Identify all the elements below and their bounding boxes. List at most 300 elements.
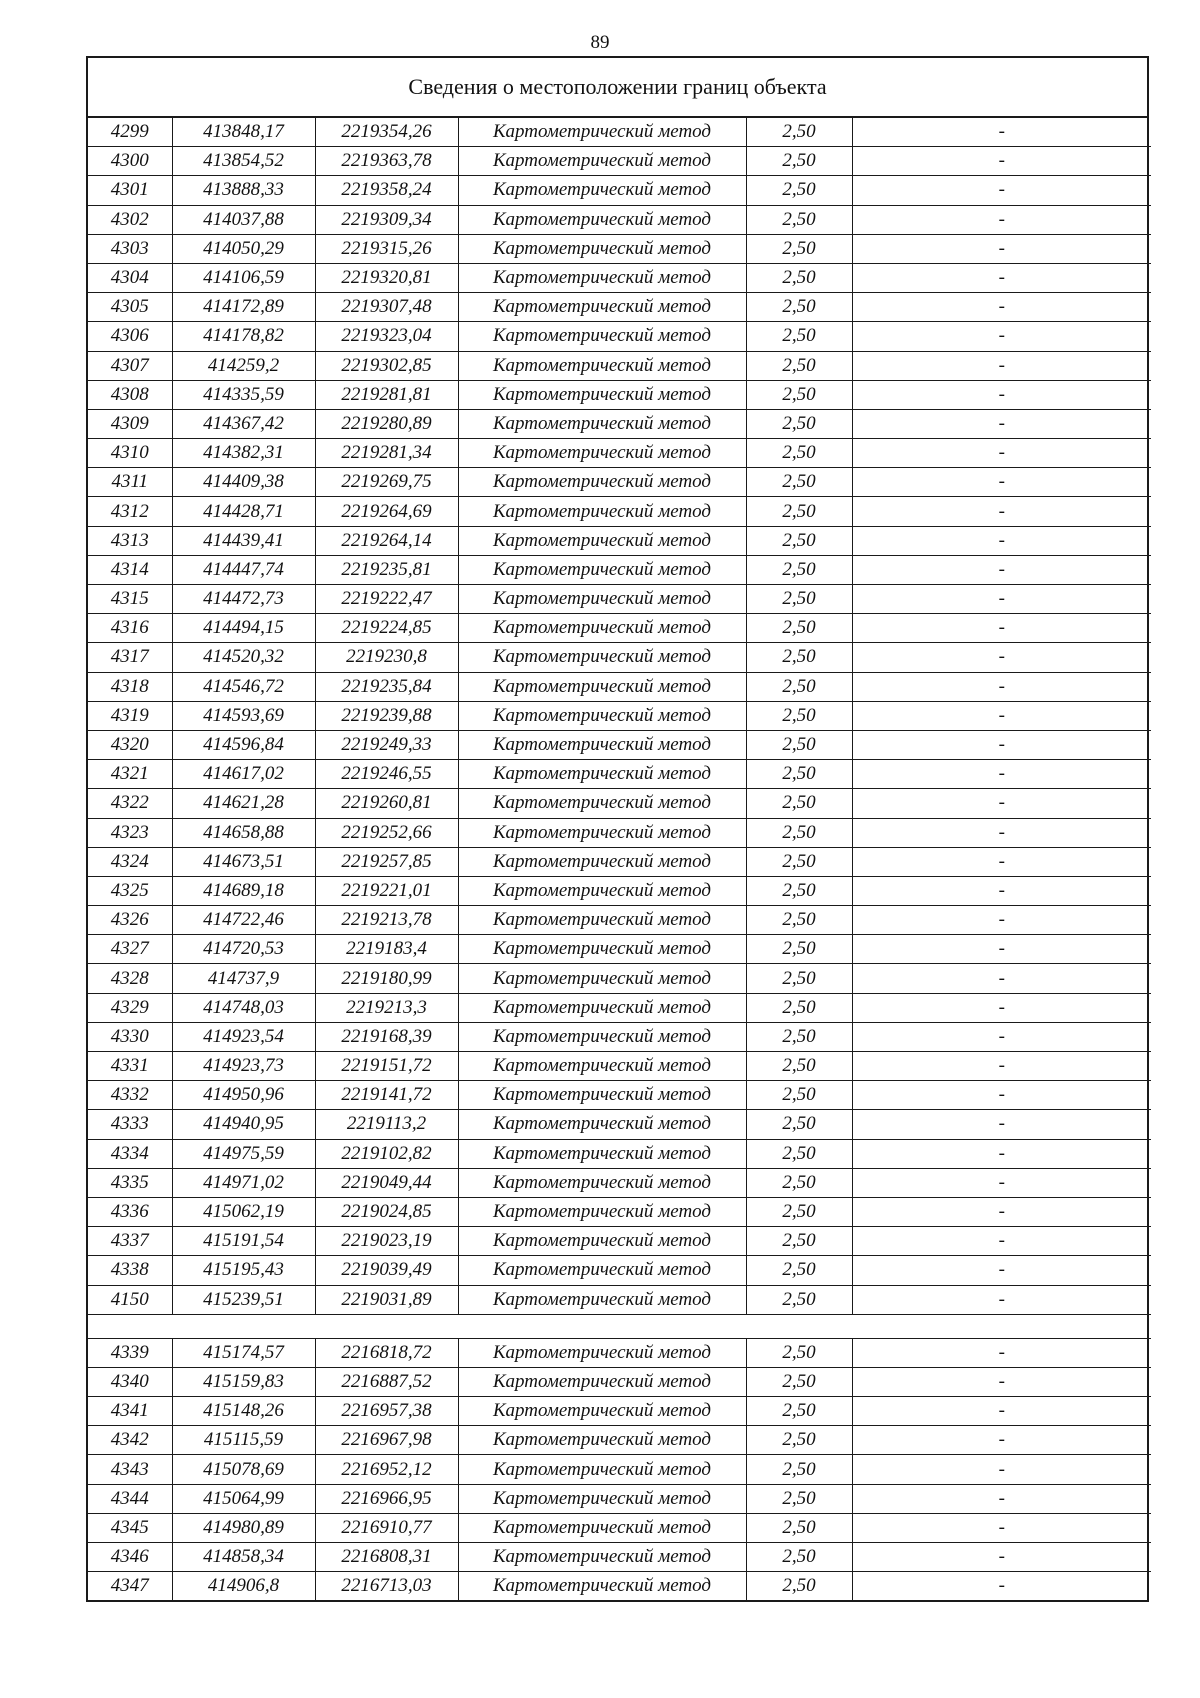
accuracy-cell: 2,50 [746, 847, 852, 876]
accuracy-cell: 2,50 [746, 1081, 852, 1110]
description-cell: - [852, 1285, 1151, 1314]
y-coordinate-cell: 2219151,72 [315, 1052, 458, 1081]
method-cell: Картометрический метод [458, 1168, 746, 1197]
method-cell: Картометрический метод [458, 701, 746, 730]
point-number-cell: 4307 [88, 351, 172, 380]
description-cell: - [852, 847, 1151, 876]
method-cell: Картометрический метод [458, 1572, 746, 1601]
table-row [88, 672, 1151, 701]
description-cell: - [852, 730, 1151, 759]
x-coordinate-cell: 414975,59 [172, 1139, 315, 1168]
method-cell: Картометрический метод [458, 526, 746, 555]
y-coordinate-cell: 2219281,34 [315, 439, 458, 468]
y-coordinate-cell: 2219307,48 [315, 293, 458, 322]
point-number-cell: 4318 [88, 672, 172, 701]
accuracy-cell: 2,50 [746, 409, 852, 438]
accuracy-cell: 2,50 [746, 497, 852, 526]
point-number-cell: 4343 [88, 1455, 172, 1484]
accuracy-cell: 2,50 [746, 322, 852, 351]
method-cell: Картометрический метод [458, 789, 746, 818]
y-coordinate-cell: 2219281,81 [315, 380, 458, 409]
x-coordinate-cell: 414737,9 [172, 964, 315, 993]
point-number-cell: 4301 [88, 176, 172, 205]
point-number-cell: 4314 [88, 555, 172, 584]
method-cell: Картометрический метод [458, 935, 746, 964]
point-number-cell: 4332 [88, 1081, 172, 1110]
y-coordinate-cell: 2219102,82 [315, 1139, 458, 1168]
y-coordinate-cell: 2219180,99 [315, 964, 458, 993]
table-row [88, 818, 1151, 847]
table-row [88, 585, 1151, 614]
y-coordinate-cell: 2216966,95 [315, 1484, 458, 1513]
description-cell: - [852, 147, 1151, 176]
method-cell: Картометрический метод [458, 1052, 746, 1081]
description-cell: - [852, 1168, 1151, 1197]
y-coordinate-cell: 2219230,8 [315, 643, 458, 672]
description-cell: - [852, 322, 1151, 351]
accuracy-cell: 2,50 [746, 234, 852, 263]
table-row [88, 701, 1151, 730]
accuracy-cell: 2,50 [746, 380, 852, 409]
accuracy-cell: 2,50 [746, 1513, 852, 1542]
accuracy-cell: 2,50 [746, 1022, 852, 1051]
description-cell: - [852, 293, 1151, 322]
accuracy-cell: 2,50 [746, 585, 852, 614]
description-cell: - [852, 935, 1151, 964]
method-cell: Картометрический метод [458, 351, 746, 380]
x-coordinate-cell: 415062,19 [172, 1197, 315, 1226]
table-row [88, 1367, 1151, 1396]
x-coordinate-cell: 414858,34 [172, 1543, 315, 1572]
point-number-cell: 4322 [88, 789, 172, 818]
table-row [88, 1455, 1151, 1484]
accuracy-cell: 2,50 [746, 964, 852, 993]
description-cell: - [852, 234, 1151, 263]
point-number-cell: 4347 [88, 1572, 172, 1601]
description-cell: - [852, 380, 1151, 409]
accuracy-cell: 2,50 [746, 789, 852, 818]
y-coordinate-cell: 2219031,89 [315, 1285, 458, 1314]
point-number-cell: 4346 [88, 1543, 172, 1572]
table-row [88, 526, 1151, 555]
description-cell: - [852, 964, 1151, 993]
point-number-cell: 4315 [88, 585, 172, 614]
method-cell: Картометрический метод [458, 1455, 746, 1484]
y-coordinate-cell: 2219280,89 [315, 409, 458, 438]
y-coordinate-cell: 2219235,84 [315, 672, 458, 701]
coordinates-table-body [88, 118, 1151, 1600]
y-coordinate-cell: 2219269,75 [315, 468, 458, 497]
table-row [88, 1022, 1151, 1051]
table-row [88, 1543, 1151, 1572]
description-cell: - [852, 906, 1151, 935]
description-cell: - [852, 439, 1151, 468]
table-title: Сведения о местоположении границ объекта [88, 58, 1147, 118]
accuracy-cell: 2,50 [746, 205, 852, 234]
description-cell: - [852, 351, 1151, 380]
y-coordinate-cell: 2219183,4 [315, 935, 458, 964]
x-coordinate-cell: 414923,54 [172, 1022, 315, 1051]
description-cell: - [852, 176, 1151, 205]
table-row [88, 993, 1151, 1022]
description-cell: - [852, 1513, 1151, 1542]
table-row [88, 1139, 1151, 1168]
table-row [88, 555, 1151, 584]
x-coordinate-cell: 414494,15 [172, 614, 315, 643]
x-coordinate-cell: 415115,59 [172, 1426, 315, 1455]
point-number-cell: 4339 [88, 1338, 172, 1367]
accuracy-cell: 2,50 [746, 1367, 852, 1396]
y-coordinate-cell: 2219222,47 [315, 585, 458, 614]
table-row [88, 643, 1151, 672]
method-cell: Картометрический метод [458, 409, 746, 438]
description-cell: - [852, 585, 1151, 614]
point-number-cell: 4331 [88, 1052, 172, 1081]
method-cell: Картометрический метод [458, 322, 746, 351]
table-row [88, 1484, 1151, 1513]
description-cell: - [852, 1110, 1151, 1139]
method-cell: Картометрический метод [458, 293, 746, 322]
accuracy-cell: 2,50 [746, 935, 852, 964]
description-cell: - [852, 526, 1151, 555]
x-coordinate-cell: 414722,46 [172, 906, 315, 935]
method-cell: Картометрический метод [458, 1367, 746, 1396]
y-coordinate-cell: 2219252,66 [315, 818, 458, 847]
y-coordinate-cell: 2219320,81 [315, 263, 458, 292]
x-coordinate-cell: 415159,83 [172, 1367, 315, 1396]
point-number-cell: 4306 [88, 322, 172, 351]
description-cell: - [852, 1367, 1151, 1396]
x-coordinate-cell: 414447,74 [172, 555, 315, 584]
point-number-cell: 4303 [88, 234, 172, 263]
accuracy-cell: 2,50 [746, 614, 852, 643]
x-coordinate-cell: 414748,03 [172, 993, 315, 1022]
table-row [88, 351, 1151, 380]
point-number-cell: 4329 [88, 993, 172, 1022]
description-cell: - [852, 555, 1151, 584]
description-cell: - [852, 818, 1151, 847]
x-coordinate-cell: 414037,88 [172, 205, 315, 234]
accuracy-cell: 2,50 [746, 1455, 852, 1484]
accuracy-cell: 2,50 [746, 526, 852, 555]
y-coordinate-cell: 2219309,34 [315, 205, 458, 234]
accuracy-cell: 2,50 [746, 1338, 852, 1367]
point-number-cell: 4300 [88, 147, 172, 176]
point-number-cell: 4327 [88, 935, 172, 964]
x-coordinate-cell: 414367,42 [172, 409, 315, 438]
accuracy-cell: 2,50 [746, 1572, 852, 1601]
method-cell: Картометрический метод [458, 993, 746, 1022]
x-coordinate-cell: 415239,51 [172, 1285, 315, 1314]
table-row [88, 497, 1151, 526]
method-cell: Картометрический метод [458, 439, 746, 468]
point-number-cell: 4324 [88, 847, 172, 876]
method-cell: Картометрический метод [458, 760, 746, 789]
description-cell: - [852, 1426, 1151, 1455]
accuracy-cell: 2,50 [746, 730, 852, 759]
y-coordinate-cell: 2219315,26 [315, 234, 458, 263]
point-number-cell: 4321 [88, 760, 172, 789]
method-cell: Картометрический метод [458, 118, 746, 147]
x-coordinate-cell: 414050,29 [172, 234, 315, 263]
x-coordinate-cell: 413854,52 [172, 147, 315, 176]
description-cell: - [852, 1139, 1151, 1168]
description-cell: - [852, 1081, 1151, 1110]
method-cell: Картометрический метод [458, 205, 746, 234]
table-row [88, 409, 1151, 438]
x-coordinate-cell: 414658,88 [172, 818, 315, 847]
x-coordinate-cell: 414259,2 [172, 351, 315, 380]
method-cell: Картометрический метод [458, 1197, 746, 1226]
table-row [88, 1227, 1151, 1256]
x-coordinate-cell: 415195,43 [172, 1256, 315, 1285]
point-number-cell: 4320 [88, 730, 172, 759]
accuracy-cell: 2,50 [746, 993, 852, 1022]
table-row [88, 1052, 1151, 1081]
description-cell: - [852, 701, 1151, 730]
y-coordinate-cell: 2219213,78 [315, 906, 458, 935]
x-coordinate-cell: 414546,72 [172, 672, 315, 701]
accuracy-cell: 2,50 [746, 876, 852, 905]
accuracy-cell: 2,50 [746, 1168, 852, 1197]
point-number-cell: 4328 [88, 964, 172, 993]
description-cell: - [852, 1397, 1151, 1426]
table-row [88, 118, 1151, 147]
point-number-cell: 4304 [88, 263, 172, 292]
accuracy-cell: 2,50 [746, 1052, 852, 1081]
point-number-cell: 4319 [88, 701, 172, 730]
method-cell: Картометрический метод [458, 1022, 746, 1051]
accuracy-cell: 2,50 [746, 263, 852, 292]
table-row [88, 1338, 1151, 1367]
y-coordinate-cell: 2219024,85 [315, 1197, 458, 1226]
y-coordinate-cell: 2216957,38 [315, 1397, 458, 1426]
y-coordinate-cell: 2216967,98 [315, 1426, 458, 1455]
coordinates-table [88, 118, 1151, 1600]
accuracy-cell: 2,50 [746, 1484, 852, 1513]
table-row [88, 1285, 1151, 1314]
x-coordinate-cell: 414617,02 [172, 760, 315, 789]
y-coordinate-cell: 2219039,49 [315, 1256, 458, 1285]
x-coordinate-cell: 415078,69 [172, 1455, 315, 1484]
x-coordinate-cell: 415174,57 [172, 1338, 315, 1367]
y-coordinate-cell: 2216713,03 [315, 1572, 458, 1601]
table-row [88, 760, 1151, 789]
accuracy-cell: 2,50 [746, 760, 852, 789]
method-cell: Картометрический метод [458, 1426, 746, 1455]
x-coordinate-cell: 414940,95 [172, 1110, 315, 1139]
point-number-cell: 4325 [88, 876, 172, 905]
method-cell: Картометрический метод [458, 818, 746, 847]
description-cell: - [852, 1338, 1151, 1367]
x-coordinate-cell: 414673,51 [172, 847, 315, 876]
x-coordinate-cell: 413848,17 [172, 118, 315, 147]
y-coordinate-cell: 2219049,44 [315, 1168, 458, 1197]
x-coordinate-cell: 414335,59 [172, 380, 315, 409]
x-coordinate-cell: 414720,53 [172, 935, 315, 964]
table-row [88, 147, 1151, 176]
accuracy-cell: 2,50 [746, 701, 852, 730]
description-cell: - [852, 1227, 1151, 1256]
point-number-cell: 4323 [88, 818, 172, 847]
table-row [88, 1168, 1151, 1197]
table-row [88, 234, 1151, 263]
x-coordinate-cell: 414178,82 [172, 322, 315, 351]
method-cell: Картометрический метод [458, 1397, 746, 1426]
accuracy-cell: 2,50 [746, 1285, 852, 1314]
accuracy-cell: 2,50 [746, 906, 852, 935]
method-cell: Картометрический метод [458, 847, 746, 876]
point-number-cell: 4335 [88, 1168, 172, 1197]
method-cell: Картометрический метод [458, 176, 746, 205]
table-row [88, 468, 1151, 497]
method-cell: Картометрический метод [458, 468, 746, 497]
method-cell: Картометрический метод [458, 730, 746, 759]
x-coordinate-cell: 414382,31 [172, 439, 315, 468]
method-cell: Картометрический метод [458, 147, 746, 176]
method-cell: Картометрический метод [458, 1513, 746, 1542]
description-cell: - [852, 1572, 1151, 1601]
point-number-cell: 4313 [88, 526, 172, 555]
x-coordinate-cell: 414689,18 [172, 876, 315, 905]
page-number: 89 [590, 32, 610, 53]
point-number-cell: 4330 [88, 1022, 172, 1051]
point-number-cell: 4333 [88, 1110, 172, 1139]
y-coordinate-cell: 2219260,81 [315, 789, 458, 818]
table-row [88, 906, 1151, 935]
point-number-cell: 4316 [88, 614, 172, 643]
description-cell: - [852, 760, 1151, 789]
method-cell: Картометрический метод [458, 876, 746, 905]
table-row [88, 1572, 1151, 1601]
point-number-cell: 4341 [88, 1397, 172, 1426]
y-coordinate-cell: 2219239,88 [315, 701, 458, 730]
x-coordinate-cell: 414520,32 [172, 643, 315, 672]
y-coordinate-cell: 2216818,72 [315, 1338, 458, 1367]
accuracy-cell: 2,50 [746, 1426, 852, 1455]
description-cell: - [852, 468, 1151, 497]
accuracy-cell: 2,50 [746, 176, 852, 205]
accuracy-cell: 2,50 [746, 293, 852, 322]
y-coordinate-cell: 2219235,81 [315, 555, 458, 584]
x-coordinate-cell: 415191,54 [172, 1227, 315, 1256]
accuracy-cell: 2,50 [746, 555, 852, 584]
method-cell: Картометрический метод [458, 1110, 746, 1139]
method-cell: Картометрический метод [458, 1543, 746, 1572]
description-cell: - [852, 643, 1151, 672]
table-row [88, 614, 1151, 643]
description-cell: - [852, 1543, 1151, 1572]
method-cell: Картометрический метод [458, 614, 746, 643]
point-number-cell: 4317 [88, 643, 172, 672]
y-coordinate-cell: 2219257,85 [315, 847, 458, 876]
accuracy-cell: 2,50 [746, 351, 852, 380]
y-coordinate-cell: 2216887,52 [315, 1367, 458, 1396]
accuracy-cell: 2,50 [746, 1543, 852, 1572]
point-number-cell: 4150 [88, 1285, 172, 1314]
accuracy-cell: 2,50 [746, 643, 852, 672]
description-cell: - [852, 1256, 1151, 1285]
y-coordinate-cell: 2219264,14 [315, 526, 458, 555]
point-number-cell: 4310 [88, 439, 172, 468]
method-cell: Картометрический метод [458, 906, 746, 935]
x-coordinate-cell: 414596,84 [172, 730, 315, 759]
method-cell: Картометрический метод [458, 1256, 746, 1285]
accuracy-cell: 2,50 [746, 147, 852, 176]
y-coordinate-cell: 2219323,04 [315, 322, 458, 351]
y-coordinate-cell: 2219358,24 [315, 176, 458, 205]
accuracy-cell: 2,50 [746, 118, 852, 147]
y-coordinate-cell: 2219213,3 [315, 993, 458, 1022]
boundary-table-sheet [86, 56, 1149, 1602]
accuracy-cell: 2,50 [746, 818, 852, 847]
x-coordinate-cell: 413888,33 [172, 176, 315, 205]
point-number-cell: 4312 [88, 497, 172, 526]
point-number-cell: 4326 [88, 906, 172, 935]
point-number-cell: 4305 [88, 293, 172, 322]
point-number-cell: 4308 [88, 380, 172, 409]
accuracy-cell: 2,50 [746, 468, 852, 497]
table-row [88, 876, 1151, 905]
point-number-cell: 4344 [88, 1484, 172, 1513]
x-coordinate-cell: 414971,02 [172, 1168, 315, 1197]
method-cell: Картометрический метод [458, 234, 746, 263]
point-number-cell: 4309 [88, 409, 172, 438]
table-row [88, 322, 1151, 351]
accuracy-cell: 2,50 [746, 672, 852, 701]
table-row [88, 176, 1151, 205]
table-row [88, 293, 1151, 322]
table-row [88, 964, 1151, 993]
y-coordinate-cell: 2219224,85 [315, 614, 458, 643]
table-row [88, 439, 1151, 468]
y-coordinate-cell: 2219354,26 [315, 118, 458, 147]
y-coordinate-cell: 2219264,69 [315, 497, 458, 526]
description-cell: - [852, 993, 1151, 1022]
accuracy-cell: 2,50 [746, 1397, 852, 1426]
x-coordinate-cell: 415148,26 [172, 1397, 315, 1426]
table-row [88, 847, 1151, 876]
description-cell: - [852, 1197, 1151, 1226]
method-cell: Картометрический метод [458, 672, 746, 701]
method-cell: Картометрический метод [458, 1081, 746, 1110]
table-row [88, 1256, 1151, 1285]
point-number-cell: 4311 [88, 468, 172, 497]
y-coordinate-cell: 2216952,12 [315, 1455, 458, 1484]
description-cell: - [852, 1455, 1151, 1484]
method-cell: Картометрический метод [458, 263, 746, 292]
point-number-cell: 4334 [88, 1139, 172, 1168]
table-row [88, 1397, 1151, 1426]
description-cell: - [852, 497, 1151, 526]
method-cell: Картометрический метод [458, 964, 746, 993]
y-coordinate-cell: 2219141,72 [315, 1081, 458, 1110]
description-cell: - [852, 118, 1151, 147]
y-coordinate-cell: 2219113,2 [315, 1110, 458, 1139]
y-coordinate-cell: 2219023,19 [315, 1227, 458, 1256]
description-cell: - [852, 789, 1151, 818]
table-row [88, 380, 1151, 409]
method-cell: Картометрический метод [458, 1227, 746, 1256]
point-number-cell: 4345 [88, 1513, 172, 1542]
description-cell: - [852, 205, 1151, 234]
accuracy-cell: 2,50 [746, 1256, 852, 1285]
y-coordinate-cell: 2219302,85 [315, 351, 458, 380]
method-cell: Картометрический метод [458, 585, 746, 614]
y-coordinate-cell: 2219246,55 [315, 760, 458, 789]
accuracy-cell: 2,50 [746, 439, 852, 468]
method-cell: Картометрический метод [458, 555, 746, 584]
